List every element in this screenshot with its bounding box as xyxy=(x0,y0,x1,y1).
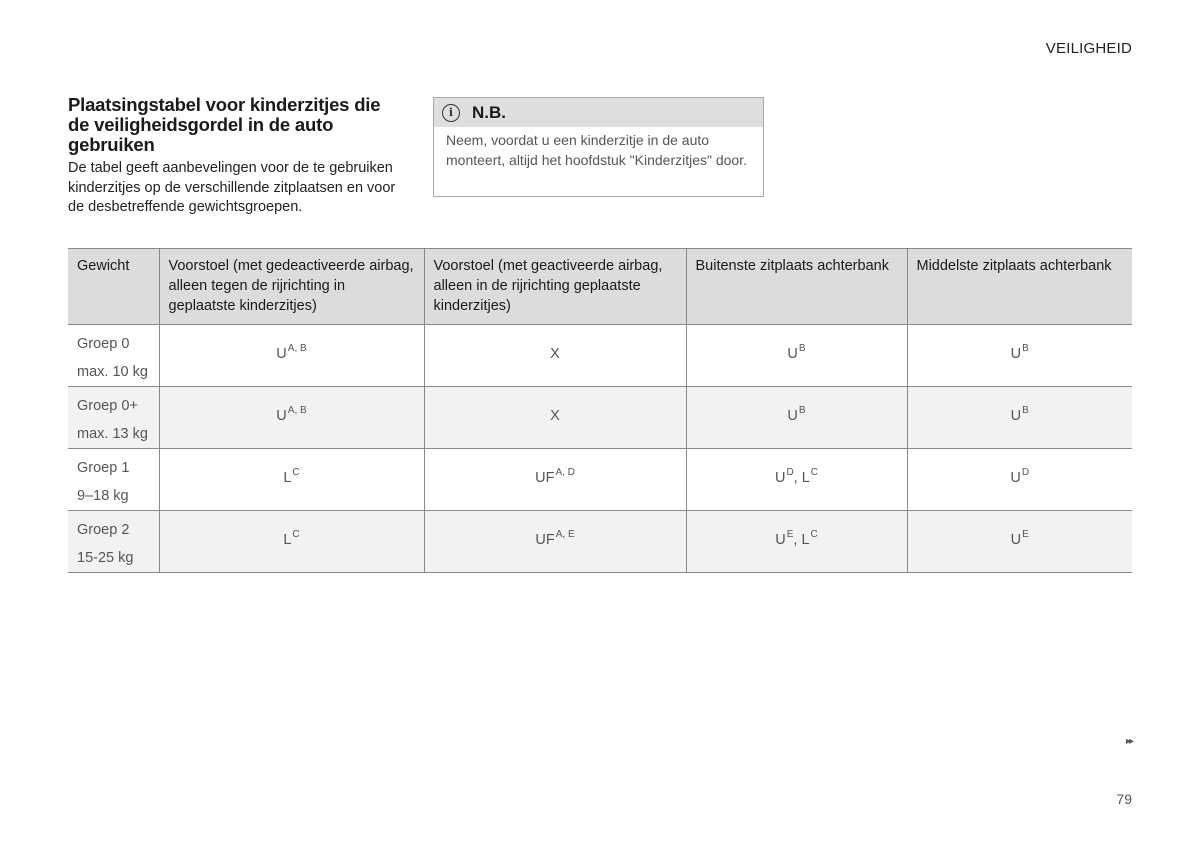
weight-range: 15-25 kg xyxy=(77,550,134,566)
front-deactivated-cell xyxy=(159,325,424,387)
footnote-ref: C xyxy=(292,466,300,478)
child-seat-placement-table xyxy=(68,248,1132,573)
seat-code: U xyxy=(774,469,786,486)
page-number: 79 xyxy=(1116,791,1132,807)
seat-code: U xyxy=(787,345,798,362)
rear-middle-cell xyxy=(907,511,1132,573)
front-deactivated-cell xyxy=(159,449,424,511)
footnote-ref: C xyxy=(292,528,300,540)
table-row xyxy=(68,387,1132,449)
seat-code: X xyxy=(550,407,560,424)
footnote-ref: C xyxy=(810,466,819,478)
group-label: Groep 0 xyxy=(77,336,130,352)
seat-code: U xyxy=(775,531,786,548)
rear-middle-cell xyxy=(907,387,1132,449)
footnote-ref: D xyxy=(786,466,794,478)
table-row xyxy=(68,511,1132,573)
seat-code: U xyxy=(276,345,287,362)
rear-middle-cell xyxy=(907,325,1132,387)
rear-outer-cell xyxy=(686,325,907,387)
seat-code: U xyxy=(1010,407,1022,424)
front-activated-cell xyxy=(424,449,686,511)
rear-outer-cell xyxy=(686,449,907,511)
footnote-ref: B xyxy=(1022,404,1029,416)
weight-range: 9–18 kg xyxy=(77,488,129,504)
footnote-ref: A, D xyxy=(555,466,575,478)
weight-cell xyxy=(68,325,159,387)
column-header-rear-outer-seat: Buitenste zitplaats achterbank xyxy=(686,249,907,325)
seat-code: UF xyxy=(535,531,555,548)
column-header-rear-middle-seat: Middelste zitplaats achterbank xyxy=(907,249,1132,325)
seat-code: U xyxy=(1010,531,1022,548)
footnote-ref: B xyxy=(798,404,806,416)
front-deactivated-cell xyxy=(159,511,424,573)
column-header-weight: Gewicht xyxy=(68,249,159,325)
table-row xyxy=(68,449,1132,511)
front-deactivated-cell xyxy=(159,387,424,449)
footnote-ref: E xyxy=(786,528,794,540)
column-header-front-seat-airbag-activated: Voorstoel (met geactiveerde airbag, alleen in de rijrichting geplaatste kinderzitjes) xyxy=(424,249,686,325)
footnote-ref: D xyxy=(1021,466,1030,478)
seat-code: U xyxy=(787,407,798,424)
rear-outer-cell xyxy=(686,511,907,573)
seat-code: U xyxy=(1010,469,1021,486)
front-activated-cell xyxy=(424,511,686,573)
seat-code-secondary: , L xyxy=(793,469,810,486)
seat-code: L xyxy=(283,469,292,486)
footnote-ref: C xyxy=(810,528,818,540)
footnote-ref: E xyxy=(1022,528,1029,540)
footnote-ref: A, B xyxy=(287,342,307,354)
seat-code: L xyxy=(283,531,292,548)
weight-range: max. 13 kg xyxy=(77,426,148,442)
table-header-row xyxy=(68,249,1132,325)
note-text: Neem, voordat u een kinderzitje in de auto monteert, altijd het hoofdstuk "Kinderzitjes" door. xyxy=(446,132,747,168)
note-box xyxy=(433,97,764,197)
section-header-label: VEILIGHEID xyxy=(1045,40,1132,57)
weight-cell xyxy=(68,387,159,449)
group-label: Groep 0+ xyxy=(77,398,138,414)
footnote-ref: A, E xyxy=(555,528,575,540)
info-icon: i xyxy=(442,104,460,122)
front-activated-cell xyxy=(424,325,686,387)
section-body-text: De tabel geeft aanbevelingen voor de te gebruiken kinderzitjes op de verschillende zitplaatsen en voor de desbetreffende gewichtsgroepen. xyxy=(68,160,396,215)
footnote-ref: A, B xyxy=(287,404,307,416)
front-activated-cell xyxy=(424,387,686,449)
seat-code: U xyxy=(1010,345,1022,362)
seat-code: U xyxy=(276,407,287,424)
weight-cell xyxy=(68,511,159,573)
rear-middle-cell xyxy=(907,449,1132,511)
seat-code: X xyxy=(550,345,560,362)
group-label: Groep 2 xyxy=(77,522,130,538)
seat-code: UF xyxy=(535,469,555,486)
rear-outer-cell xyxy=(686,387,907,449)
note-title: N.B. xyxy=(472,102,506,122)
group-label: Groep 1 xyxy=(77,460,130,476)
table-row xyxy=(68,325,1132,387)
weight-cell xyxy=(68,449,159,511)
next-page-icon: ▸▸ xyxy=(1125,736,1132,747)
note-header xyxy=(434,98,763,127)
table-intro-section xyxy=(68,95,403,218)
weight-range: max. 10 kg xyxy=(77,364,148,380)
column-header-front-seat-airbag-deactivated: Voorstoel (met gedeactiveerde airbag, alleen tegen de rijrichting in geplaatste kinderzitjes) xyxy=(159,249,424,325)
seat-code-secondary: , L xyxy=(793,531,810,548)
footnote-ref: B xyxy=(1022,342,1029,354)
section-title: Plaatsingstabel voor kinderzitjes die de veiligheidsgordel in de auto gebruiken xyxy=(68,94,381,155)
footnote-ref: B xyxy=(798,342,806,354)
